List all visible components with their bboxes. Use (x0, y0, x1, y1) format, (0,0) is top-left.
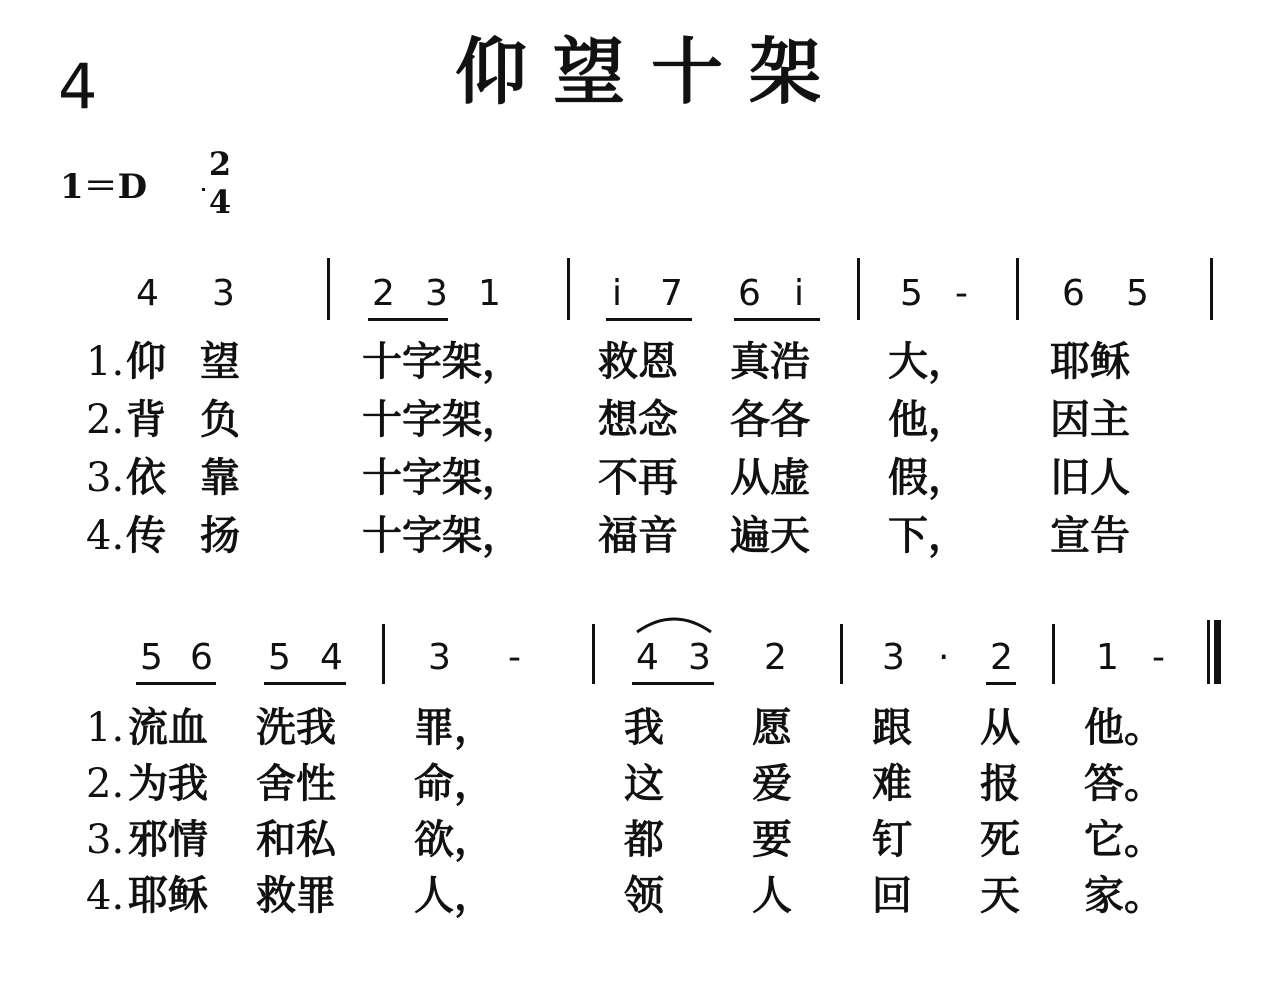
lyric: 家。 (1084, 872, 1164, 919)
lyric: 假， (888, 454, 968, 501)
beam-underline (606, 318, 692, 321)
lyric: 旧人 (1050, 454, 1130, 501)
bar-line (1210, 258, 1213, 320)
final-bar-thin (1207, 620, 1210, 684)
bar-line (840, 624, 843, 684)
beam-underline (136, 682, 216, 685)
lyric: 大， (888, 338, 968, 385)
lyric: 命， (414, 760, 494, 807)
lyric: 人， (414, 872, 494, 919)
bar-line (567, 258, 570, 320)
lyric: 答。 (1084, 760, 1164, 807)
note: 4 (320, 637, 343, 678)
dotted-note-dot: · (938, 637, 950, 678)
note: i (612, 273, 623, 314)
lyric: 我 (624, 704, 664, 751)
lyric: 为我 (128, 760, 208, 807)
lyric: 靠 (200, 454, 240, 501)
note: 3 (428, 637, 451, 678)
lyric: 宣告 (1050, 512, 1130, 559)
verse-number: 4. (86, 873, 125, 919)
lyric: 和私 (256, 816, 336, 863)
note: 3 (688, 637, 711, 678)
bar-line (382, 624, 385, 684)
lyric: 传 (126, 512, 166, 559)
lyric: 救罪 (256, 872, 336, 919)
note: 5 (268, 637, 291, 678)
verse-number: 2. (86, 397, 125, 443)
lyric: 背 (126, 396, 166, 443)
verse-number: 3. (86, 817, 125, 863)
lyric: 负 (200, 396, 240, 443)
bar-line (1016, 258, 1019, 320)
lyric: 遍天 (730, 512, 810, 559)
lyric: 真浩 (730, 338, 810, 385)
lyric: 它。 (1084, 816, 1164, 863)
note: 5 (1126, 273, 1149, 314)
lyric: 从 (980, 704, 1020, 751)
lyric: 他。 (1084, 704, 1164, 751)
bar-line (857, 258, 860, 320)
lyric: 依 (126, 454, 166, 501)
final-bar-thick (1214, 620, 1221, 684)
note: 1 (478, 273, 501, 314)
note: 6 (1062, 273, 1085, 314)
hymn-number: 4 (58, 50, 98, 123)
note: 5 (140, 637, 163, 678)
lyric: 救恩 (598, 338, 678, 385)
lyric: 想念 (598, 396, 678, 443)
note: 1 (1096, 637, 1119, 678)
note: 4 (636, 637, 659, 678)
lyric: 耶稣 (1050, 338, 1130, 385)
lyric: 耶稣 (128, 872, 208, 919)
note: 2 (372, 273, 395, 314)
bar-line (1052, 624, 1055, 684)
note: 5 (900, 273, 923, 314)
lyric: 难 (872, 760, 912, 807)
lyric: 愿 (752, 704, 792, 751)
note: 4 (136, 273, 159, 314)
lyric: 要 (752, 816, 792, 863)
note: 3 (425, 273, 448, 314)
lyric: 福音 (598, 512, 678, 559)
lyric: 下， (888, 512, 968, 559)
lyric: 扬 (200, 512, 240, 559)
lyric: 望 (200, 338, 240, 385)
bar-line (327, 258, 330, 320)
beam-underline (986, 682, 1016, 685)
lyric: 欲， (414, 816, 494, 863)
lyric: 跟 (872, 704, 912, 751)
note: 3 (882, 637, 905, 678)
time-signature (198, 145, 242, 224)
lyric: 罪， (414, 704, 494, 751)
time-signature-line (202, 188, 205, 191)
bar-line (592, 624, 595, 684)
lyric: 因主 (1050, 396, 1130, 443)
lyric: 死 (980, 816, 1020, 863)
note: 2 (990, 637, 1013, 678)
lyric: 天 (980, 872, 1020, 919)
lyric: 仰 (126, 338, 166, 385)
slur (634, 612, 714, 634)
lyric: 洗我 (256, 704, 336, 751)
lyric: 流血 (128, 704, 208, 751)
lyric: 爱 (752, 760, 792, 807)
key-signature: 1＝D (60, 167, 148, 207)
lyric: 舍性 (256, 760, 336, 807)
lyric: 都 (624, 816, 664, 863)
lyric: 回 (872, 872, 912, 919)
note: 2 (764, 637, 787, 678)
time-signature-top: 2 (208, 145, 232, 183)
note: 3 (212, 273, 235, 314)
note: - (508, 637, 521, 678)
lyric: 这 (624, 760, 664, 807)
lyric: 人 (752, 872, 792, 919)
lyric: 十字架， (362, 396, 522, 443)
hymn-title: 仰望十架 (455, 29, 848, 114)
beam-underline (632, 682, 714, 685)
verse-number: 1. (86, 339, 125, 385)
lyric: 领 (624, 872, 664, 919)
note: - (955, 273, 968, 314)
note: 6 (190, 637, 213, 678)
note: - (1152, 637, 1165, 678)
lyric: 各各 (730, 396, 810, 443)
time-signature-bottom: 4 (208, 183, 232, 221)
lyric: 不再 (598, 454, 678, 501)
note: i (794, 273, 805, 314)
beam-underline (368, 318, 448, 321)
lyric: 十字架， (362, 454, 522, 501)
verse-number: 4. (86, 513, 125, 559)
lyric: 报 (980, 760, 1020, 807)
verse-number: 1. (86, 705, 125, 751)
beam-underline (734, 318, 820, 321)
beam-underline (264, 682, 346, 685)
verse-number: 3. (86, 455, 125, 501)
lyric: 邪情 (128, 816, 208, 863)
lyric: 钉 (872, 816, 912, 863)
lyric: 他， (888, 396, 968, 443)
note: 7 (660, 273, 683, 314)
verse-number: 2. (86, 761, 125, 807)
lyric: 从虚 (730, 454, 810, 501)
lyric: 十字架， (362, 512, 522, 559)
lyric: 十字架， (362, 338, 522, 385)
note: 6 (738, 273, 761, 314)
